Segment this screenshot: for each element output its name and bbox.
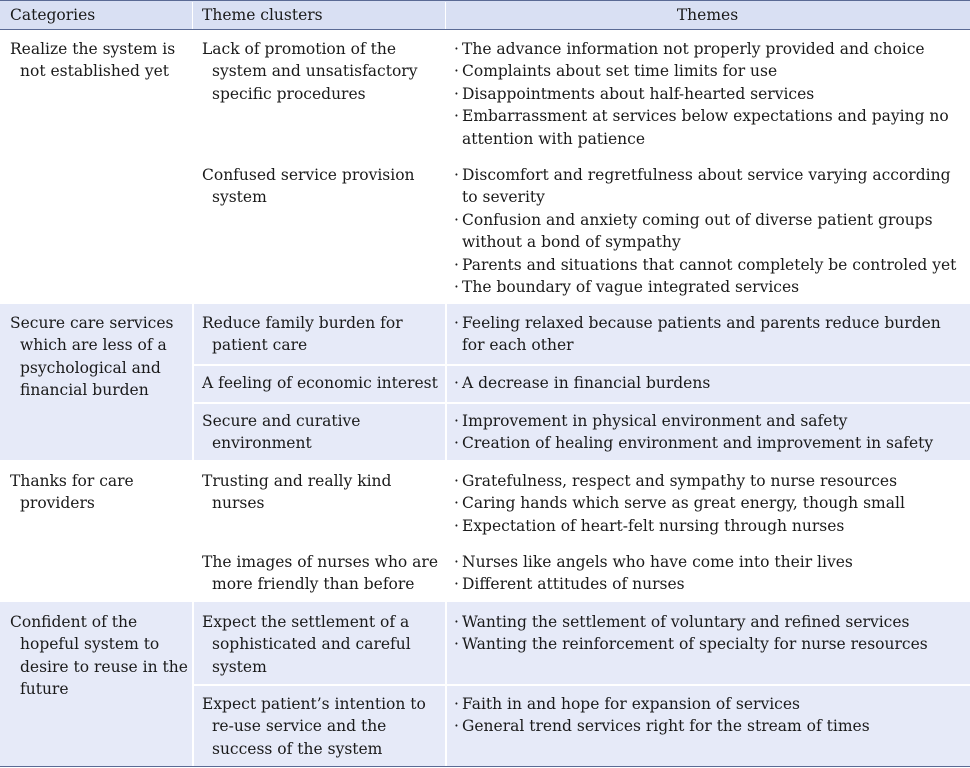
theme-item: · Gratefulness, respect and sympathy to nurse resources [454,470,964,492]
theme-item: · Caring hands which serve as great energy, though small [454,492,964,514]
theme-item: · Different attitudes of nurses [454,573,964,595]
themes-list [454,372,964,394]
row-separator [194,364,970,366]
bullet-icon: · [454,40,459,58]
theme-item: · Complaints about set time limits for use [454,60,964,82]
bullet-icon: · [454,516,459,535]
header-categories: Categories [10,6,96,24]
themes-list [454,410,964,455]
column-divider [192,304,194,460]
theme-item: · Faith in and hope for expansion of services [454,693,964,715]
theme-item: · Parents and situations that cannot completely be controled yet [454,254,964,276]
header-theme-clusters: Theme clusters [202,6,323,24]
theme-item: · A decrease in financial burdens [454,372,964,394]
theme-item: · Wanting the reinforcement of specialty for nurse resources [454,633,964,655]
themes-list [454,470,964,537]
bullet-icon: · [454,635,459,654]
bullet-icon: · [454,314,459,332]
theme-cluster-cell: Secure and curative environment [202,412,361,453]
bullet-icon: · [454,278,459,297]
bullet-icon: · [454,412,459,430]
bullet-icon: · [454,166,459,184]
theme-item: · Disappointments about half-hearted services [454,83,964,105]
table-header [0,0,970,30]
category-cell: Confident of the hopeful system to desire to reuse in the future [10,613,188,699]
bullet-icon: · [454,613,459,631]
theme-item: · Creation of healing environment and improvement in safety [454,432,964,454]
theme-cluster-cell: Expect patient’s intention to re-use service and the success of the system [202,695,426,758]
theme-item: · Feeling relaxed because patients and parents reduce burden for each other [454,314,941,355]
themes-list [454,551,964,596]
theme-cluster-cell: Trusting and really kind nurses [202,472,392,513]
header-divider [192,2,193,29]
bullet-icon: · [454,374,459,392]
theme-item: · Wanting the settlement of voluntary and refined services [454,611,964,633]
theme-cluster-cell: The images of nurses who are more friendly than before [202,553,439,594]
theme-item: · General trend services right for the stream of times [454,715,964,737]
themes-list [454,611,964,656]
themes-list [454,164,964,298]
bullet-icon: · [454,434,459,453]
theme-item: · The advance information not properly provided and choice [454,38,964,60]
theme-cluster-cell: A feeling of economic interest [202,374,438,392]
theme-item: · Improvement in physical environment and safety [454,410,964,432]
bullet-icon: · [454,107,459,126]
bullet-icon: · [454,210,459,229]
bullet-icon: · [454,255,459,274]
themes-list [454,38,964,150]
category-cell: Secure care services which are less of a psychological and financial burden [10,314,174,400]
category-cell: Thanks for care providers [10,472,134,513]
bullet-icon: · [454,717,459,736]
bullet-icon: · [454,472,459,490]
bullet-icon: · [454,494,459,513]
category-cell: Realize the system is not established yet [10,40,176,81]
theme-item: · The boundary of vague integrated services [454,276,964,298]
bullet-icon: · [454,62,459,81]
bullet-icon: · [454,695,459,713]
theme-item: · Discomfort and regretfulness about service varying according to severity [454,166,951,207]
theme-cluster-cell: Confused service provision system [202,166,415,207]
theme-item: · Nurses like angels who have come into their lives [454,551,964,573]
header-themes: Themes [676,6,739,24]
theme-item: · Confusion and anxiety coming out of diverse patient groups without a bond of sympathy [454,210,933,252]
theme-cluster-cell: Reduce family burden for patient care [202,314,403,355]
bullet-icon: · [454,84,459,103]
column-divider [445,304,447,460]
bullet-icon: · [454,575,459,594]
theme-cluster-cell: Lack of promotion of the system and unsatisfactory specific procedures [202,40,418,103]
themes-list [454,312,964,357]
theme-item: · Expectation of heart-felt nursing through nurses [454,515,964,537]
bullet-icon: · [454,553,459,571]
themes-list [454,693,964,738]
row-separator [194,684,970,686]
theme-cluster-cell: Expect the settlement of a sophisticated and careful system [202,613,411,676]
table-bottom-rule [0,766,970,767]
theme-item: · Embarrassment at services below expectations and paying no attention with patience [454,107,949,148]
row-separator [194,402,970,404]
